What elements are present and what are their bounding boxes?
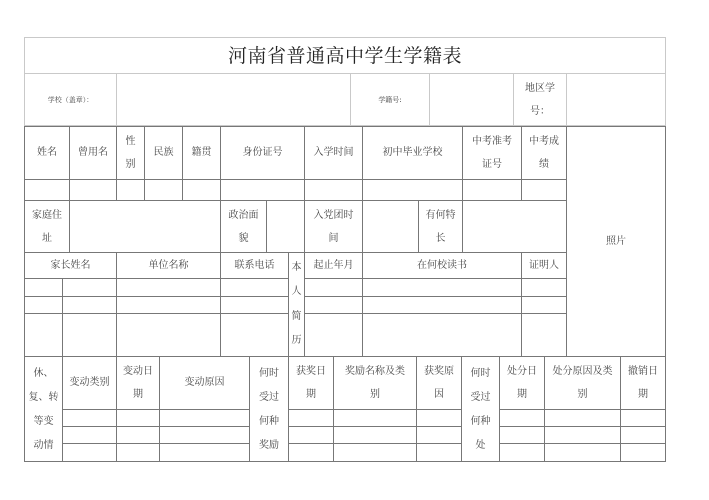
award-name-header-line1: 奖励名称及类 [345,366,405,377]
school-attended-field[interactable] [362,278,522,297]
change-reason-field[interactable] [159,426,250,444]
penalty-label-line: 何时 [470,367,491,379]
status-change-label-line: 休、 [33,367,54,379]
parent-name-header: 家长姓名 [24,252,117,279]
resume-label-char: 历 [291,334,302,346]
revoke-date-header-line1: 撤销日 [628,366,658,377]
exam-ticket-header-line2: 证号 [482,159,502,170]
status-change-label [24,356,63,462]
award-reason-field[interactable] [416,426,462,444]
reward-label-line: 奖励 [259,439,279,451]
ethnicity-header: 民族 [144,126,183,180]
award-name-header [333,356,417,410]
school-attended-header: 在何校读书 [362,252,522,279]
witness-field[interactable] [521,278,567,297]
school-label: 学校（盖章）： [24,73,117,126]
period-header: 起止年月 [304,252,363,279]
penalty-reason-header-line1: 处分原因及类 [552,366,613,377]
change-date-header-line2: 期 [133,389,143,400]
employer-header: 单位名称 [116,252,221,279]
employer-field[interactable] [116,313,221,357]
native-place-header: 籍贯 [182,126,221,180]
penalty-date-header-line2: 期 [517,389,527,400]
reward-label-line: 何种 [259,415,279,427]
phone-field[interactable] [220,296,289,314]
relation-field[interactable] [24,278,63,297]
resume-label-char: 人 [291,286,302,298]
award-reason-field[interactable] [416,443,462,462]
award-reason-field[interactable] [416,409,462,427]
penalty-reason-field[interactable] [544,409,621,427]
penalty-date-field[interactable] [499,409,545,427]
native-place-field[interactable] [182,179,221,201]
award-reason-header [416,356,462,410]
party-join-date-field[interactable] [362,200,419,253]
award-name-field[interactable] [333,443,417,462]
award-name-header-line2: 别 [370,389,380,400]
relation-field[interactable] [24,296,63,314]
exam-ticket-header [462,126,522,180]
resume-label [288,252,305,357]
period-field[interactable] [304,278,363,297]
photo-box[interactable]: 照片 [566,126,666,357]
student-id-field[interactable] [429,73,514,126]
change-date-header [116,356,160,410]
region-id-label [513,73,567,126]
exam-ticket-header-line1: 中考准考 [472,136,512,147]
id-number-field[interactable] [220,179,305,201]
penalty-date-header [499,356,545,410]
party-join-date-label [304,200,363,253]
gender-field[interactable] [116,179,145,201]
witness-field[interactable] [521,313,567,357]
award-date-header [288,356,334,410]
phone-field[interactable] [220,278,289,297]
revoke-date-header-line2: 期 [638,389,648,400]
phone-field[interactable] [220,313,289,357]
resume-label-char: 本 [291,262,302,274]
former-name-header: 曾用名 [69,126,117,180]
party-join-date-label-line2: 间 [328,232,339,244]
penalty-reason-field[interactable] [544,426,621,444]
award-reason-header-line1: 获奖原 [424,366,454,377]
ethnicity-field[interactable] [144,179,183,201]
penalty-reason-header-line2: 别 [577,389,588,400]
party-join-date-label-line1: 入党团时 [313,209,354,221]
period-field[interactable] [304,296,363,314]
award-date-field[interactable] [288,426,334,444]
school-attended-field[interactable] [362,313,522,357]
resume-label-char: 简 [291,310,302,322]
revoke-date-field[interactable] [620,443,666,462]
specialty-label-line1: 有何特 [425,209,456,221]
gender-header-line2: 别 [125,159,136,170]
parent-name-field[interactable] [62,313,117,357]
junior-high-school-header: 初中毕业学校 [362,126,463,180]
phone-header: 联系电话 [220,252,289,279]
penalty-label-line: 何种 [470,415,491,427]
change-date-field[interactable] [116,409,160,427]
award-reason-header-line2: 因 [434,389,444,400]
status-change-label-line: 等变 [33,415,54,427]
penalty-reason-header [544,356,621,410]
change-type-field[interactable] [62,426,117,444]
status-change-label-line: 复、转 [28,391,59,403]
junior-high-school-field[interactable] [362,179,463,201]
school-attended-field[interactable] [362,296,522,314]
penalty-label-line: 处 [475,439,486,451]
witness-header: 证明人 [521,252,567,279]
home-address-label-line1: 家庭住 [32,209,62,221]
reward-label [249,356,289,462]
political-status-label-line2: 貌 [238,232,249,244]
form-title: 河南省普通高中学生学籍表 [24,37,666,74]
political-status-label-line1: 政治面 [228,209,259,221]
exam-score-header [521,126,567,180]
status-change-label-line: 动情 [33,439,54,451]
employer-field[interactable] [116,296,221,314]
specialty-label-line2: 长 [435,232,446,244]
penalty-reason-field[interactable] [544,443,621,462]
change-reason-header: 变动原因 [159,356,250,410]
award-date-header-line2: 期 [306,389,316,400]
school-field[interactable] [116,73,351,126]
change-date-field[interactable] [116,443,160,462]
enrollment-date-header: 入学时间 [304,126,363,180]
home-address-label [24,200,70,253]
penalty-date-header-line1: 处分日 [507,366,537,377]
exam-score-header-line2: 绩 [539,159,549,170]
change-date-header-line1: 变动日 [123,366,153,377]
change-date-field[interactable] [116,426,160,444]
penalty-label-line: 受过 [470,391,491,403]
period-field[interactable] [304,313,363,357]
reward-label-line: 受过 [259,391,279,403]
former-name-field[interactable] [69,179,117,201]
region-id-field[interactable] [566,73,666,126]
exam-score-field[interactable] [521,179,567,201]
exam-score-header-line1: 中考成 [529,136,559,147]
region-id-label-line1: 地区学 [525,82,555,94]
political-status-label [220,200,267,253]
parent-name-field[interactable] [62,296,117,314]
witness-field[interactable] [521,296,567,314]
revoke-date-field[interactable] [620,409,666,427]
change-reason-field[interactable] [159,443,250,462]
region-id-label-line2: 号： [530,105,550,117]
award-date-field[interactable] [288,443,334,462]
award-name-field[interactable] [333,409,417,427]
parent-name-field[interactable] [62,278,117,297]
change-type-field[interactable] [62,409,117,427]
enrollment-date-field[interactable] [304,179,363,201]
specialty-label [418,200,463,253]
change-type-header: 变动类别 [62,356,117,410]
political-status-field[interactable] [266,200,305,253]
penalty-date-field[interactable] [499,426,545,444]
specialty-field[interactable] [462,200,567,253]
penalty-date-field[interactable] [499,443,545,462]
award-date-header-line1: 获奖日 [296,366,326,377]
gender-header [116,126,145,180]
student-id-label: 学籍号: [350,73,430,126]
reward-label-line: 何时 [259,367,279,379]
name-field[interactable] [24,179,70,201]
revoke-date-field[interactable] [620,426,666,444]
penalty-label [461,356,500,462]
home-address-field[interactable] [69,200,221,253]
id-number-header: 身份证号 [220,126,305,180]
employer-field[interactable] [116,278,221,297]
change-reason-field[interactable] [159,409,250,427]
award-name-field[interactable] [333,426,417,444]
home-address-label-line2: 址 [42,232,52,244]
exam-ticket-field[interactable] [462,179,522,201]
revoke-date-header [620,356,666,410]
change-type-field[interactable] [62,443,117,462]
award-date-field[interactable] [288,409,334,427]
name-header: 姓名 [24,126,70,180]
relation-field[interactable] [24,313,63,357]
gender-header-line1: 性 [125,136,136,147]
